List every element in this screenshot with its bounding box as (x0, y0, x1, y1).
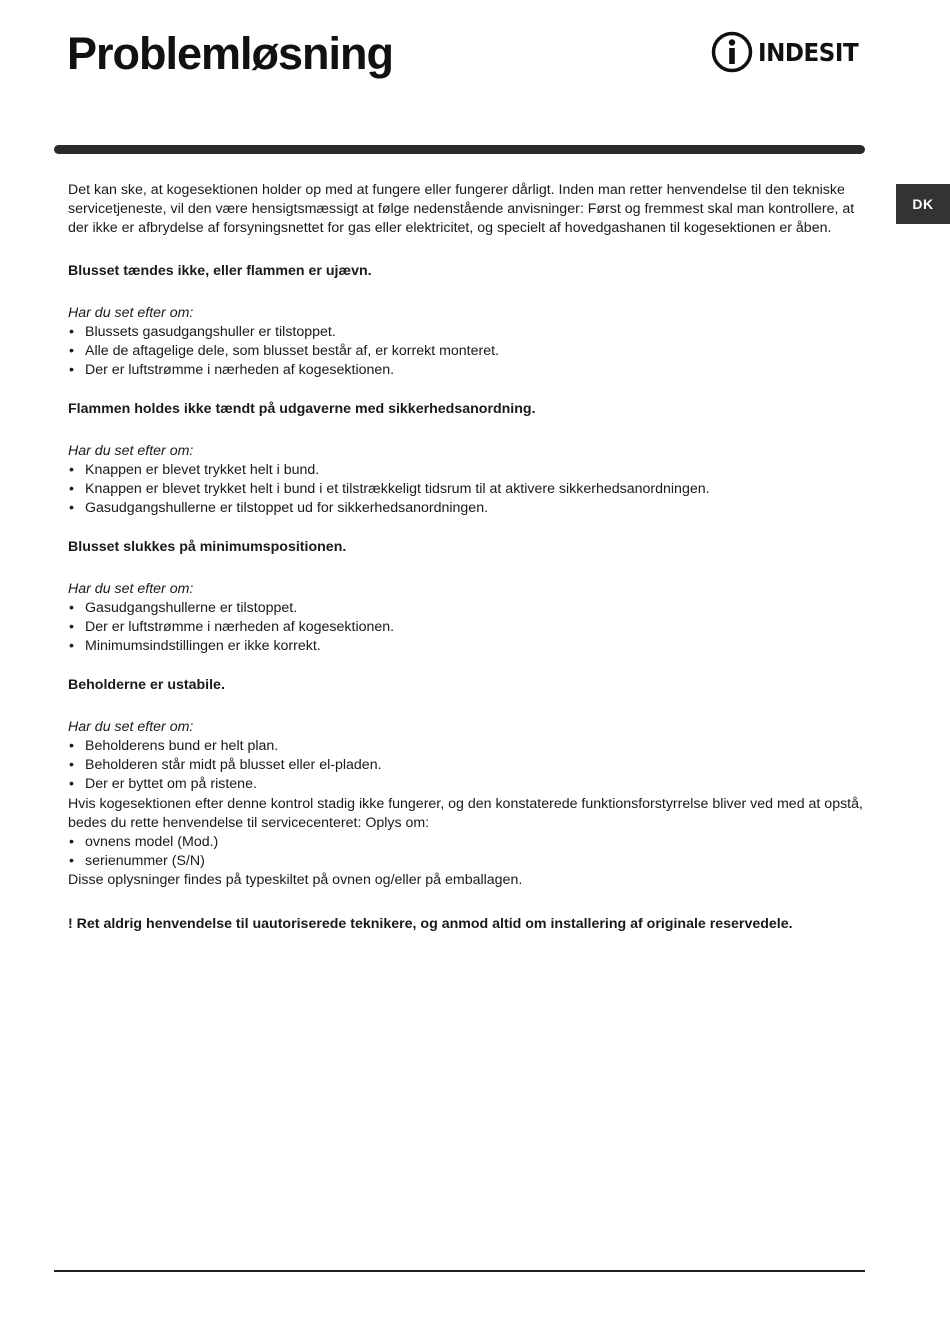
footer-divider (54, 1270, 865, 1272)
list-item: • Minimumsindstillingen er ikke korrekt. (68, 637, 868, 656)
section-heading: Beholderne er ustabile. (68, 676, 225, 693)
list-item: • Knappen er blevet trykket helt i bund. (68, 461, 868, 480)
check-list (68, 737, 868, 795)
check-list (68, 461, 868, 519)
troubleshooting-section (68, 400, 868, 519)
list-item: • Gasudgangshullerne er tilstoppet. (68, 599, 868, 618)
language-tab: DK (896, 184, 950, 224)
troubleshooting-section (68, 676, 868, 795)
main-content (68, 181, 868, 934)
warning-note: ! Ret aldrig henvendelse til uautoriserede teknikere, og anmod altid om installering af originale reservedele. (68, 915, 793, 932)
check-label: Har du set efter om: (68, 580, 194, 597)
section-heading: Blusset slukkes på minimumspositionen. (68, 538, 347, 555)
brand-name: INDESIT (758, 37, 859, 67)
list-item: • Knappen er blevet trykket helt i bund i et tilstrækkeligt tidsrum til at aktivere sikkerhedsanordningen. (68, 480, 868, 499)
list-item: • Blussets gasudgangshuller er tilstoppet. (68, 323, 868, 342)
check-label: Har du set efter om: (68, 304, 194, 321)
list-item: • Alle de aftagelige dele, som blusset består af, er korrekt monteret. (68, 342, 868, 361)
section-heading: Blusset tændes ikke, eller flammen er ujævn. (68, 262, 372, 279)
service-paragraph: Hvis kogesektionen efter denne kontrol stadig ikke fungerer, og den konstaterede funktionsforstyrrelse bliver ved med at opstå, bedes du rette henvendelse til servicecenteret: Oplys om: (68, 795, 863, 831)
indesit-i-icon (711, 31, 753, 73)
list-item: • Der er luftstrømme i nærheden af kogesektionen. (68, 618, 868, 637)
page-title: Problemløsning (67, 28, 394, 79)
list-item: • Der er luftstrømme i nærheden af kogesektionen. (68, 361, 868, 380)
service-footer: Disse oplysninger findes på typeskiltet på ovnen og/eller på emballagen. (68, 872, 523, 889)
list-item: • serienummer (S/N) (68, 852, 868, 871)
list-item: • Gasudgangshullerne er tilstoppet ud for sikkerhedsanordningen. (68, 499, 868, 518)
troubleshooting-section (68, 538, 868, 657)
check-list (68, 323, 868, 381)
check-label: Har du set efter om: (68, 442, 194, 459)
intro-paragraph: Det kan ske, at kogesektionen holder op med at fungere eller fungerer dårligt. Inden man retter henvendelse til den tekniske servicetjeneste, vil den være hensigtsmæssigt at følge nedenstående anvisninger: Først og fremmest skal man kontrollere, at der ikke er afbrydelse af forsyningsnettet for gas eller elektricitet, og specielt af hovedgashanen til kogesektionen er åben. (68, 182, 855, 237)
list-item: • Der er byttet om på ristene. (68, 775, 868, 794)
check-list (68, 599, 868, 657)
service-info-list (68, 833, 868, 871)
list-item: • Beholderen står midt på blusset eller el-pladen. (68, 756, 868, 775)
troubleshooting-section (68, 262, 868, 381)
list-item: • Beholderens bund er helt plan. (68, 737, 868, 756)
check-label: Har du set efter om: (68, 718, 194, 735)
brand-logo (711, 30, 867, 74)
header-divider (54, 145, 865, 154)
list-item: • ovnens model (Mod.) (68, 833, 868, 852)
section-heading: Flammen holdes ikke tændt på udgaverne med sikkerhedsanordning. (68, 400, 536, 417)
